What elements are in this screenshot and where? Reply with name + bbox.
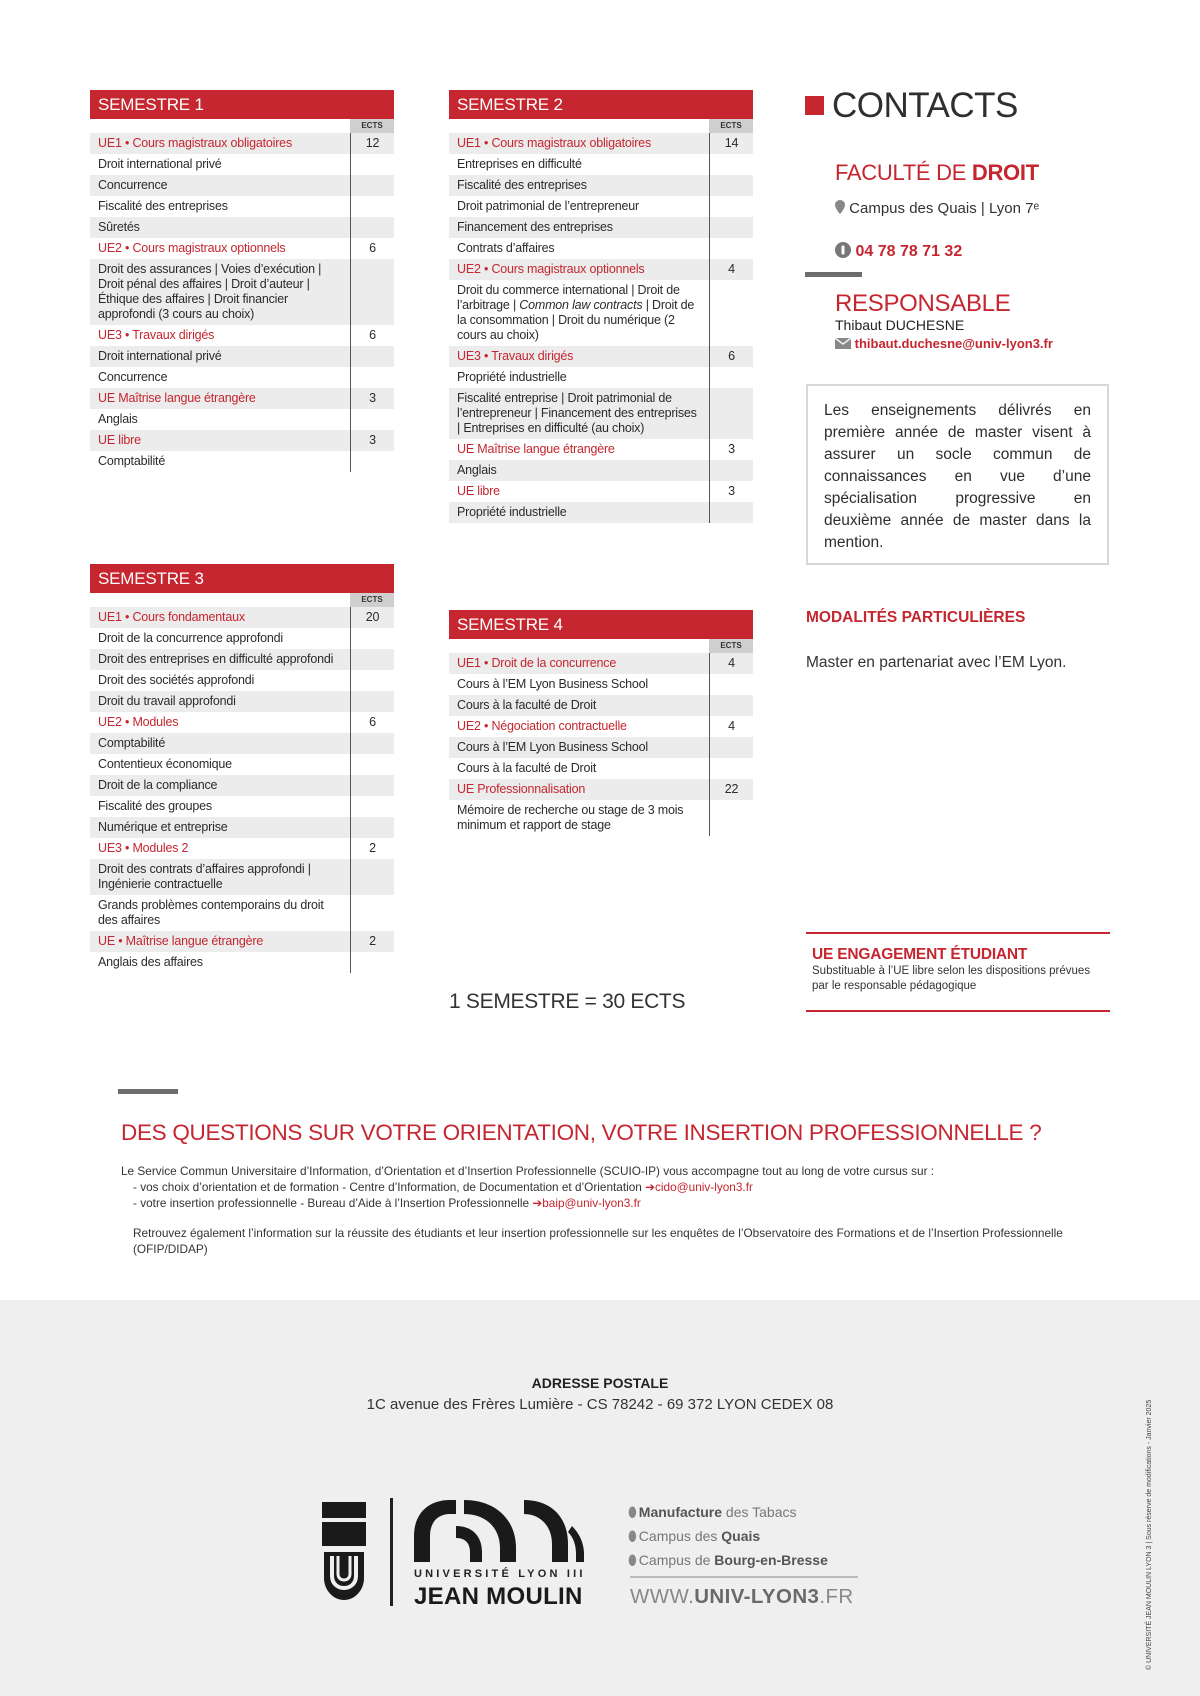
questions-intro: Le Service Commun Universitaire d’Information, d’Orientation et d’Insertion Professionnelle (SCUIO-IP) vous accompagne tout au long de votre cursus sur : xyxy=(121,1164,935,1178)
row-label: Droit patrimonial de l’entrepreneur xyxy=(457,199,639,213)
course-row xyxy=(90,628,394,649)
ects-column-header: ECTS xyxy=(709,119,753,133)
row-ects: 14 xyxy=(709,133,753,154)
row-label: Cours à la faculté de Droit xyxy=(457,761,597,775)
row-label: UE Maîtrise langue étrangère xyxy=(98,391,256,405)
course-row xyxy=(449,217,753,238)
row-ects xyxy=(350,217,394,238)
course-row xyxy=(449,154,753,175)
ue-row xyxy=(90,838,394,859)
row-ects: 22 xyxy=(709,779,753,800)
row-label: Numérique et entreprise xyxy=(98,820,228,834)
modalites-text: Master en partenariat avec l’EM Lyon. xyxy=(806,654,1067,671)
engagement-title: UE ENGAGEMENT ÉTUDIANT xyxy=(812,946,1028,963)
row-ects xyxy=(350,409,394,430)
campus-item: ⬮ Campus de Bourg-en-Bresse xyxy=(628,1552,828,1568)
ue-row xyxy=(90,238,394,259)
course-row xyxy=(90,196,394,217)
course-row xyxy=(90,154,394,175)
campus-item: ⬮ Manufacture des Tabacs xyxy=(628,1504,797,1520)
university-name: JEAN MOULIN xyxy=(414,1583,583,1610)
row-label: Contrats d’affaires xyxy=(457,241,555,255)
row-label: Fiscalité des groupes xyxy=(98,799,212,813)
row-ects: 12 xyxy=(350,133,394,154)
row-ects xyxy=(709,175,753,196)
list-item: - votre insertion professionnelle - Bureau d’Aide à l’Insertion Professionnelle ➔baip@univ-lyon3.fr xyxy=(133,1195,1101,1211)
course-row xyxy=(449,238,753,259)
row-ects xyxy=(709,367,753,388)
row-label: Droit des entreprises en difficulté approfondi xyxy=(98,652,334,666)
row-ects xyxy=(350,691,394,712)
row-ects xyxy=(350,649,394,670)
semester-1-table xyxy=(90,90,394,472)
row-label: UE2 • Négociation contractuelle xyxy=(457,719,627,733)
course-row xyxy=(90,259,394,325)
row-label: Financement des entreprises xyxy=(457,220,613,234)
arrow-icon: ➔ xyxy=(645,1180,656,1194)
course-row xyxy=(449,175,753,196)
ue-row xyxy=(90,931,394,952)
row-label: Fiscalité entreprise | Droit patrimonial de l’entrepreneur | Financement des entreprises | Entreprises en difficulté (au choix) xyxy=(457,391,697,435)
course-row xyxy=(90,691,394,712)
responsable-email[interactable]: thibaut.duchesne@univ-lyon3.fr xyxy=(835,336,1053,351)
course-row xyxy=(449,502,753,523)
semester-1-rows xyxy=(90,133,394,472)
course-row xyxy=(449,388,753,439)
row-label: Anglais xyxy=(457,463,497,477)
course-row xyxy=(90,775,394,796)
row-label: UE3 • Travaux dirigés xyxy=(457,349,574,363)
ue-row xyxy=(90,430,394,451)
row-ects xyxy=(350,175,394,196)
row-label: Droit de la concurrence approfondi xyxy=(98,631,283,645)
course-row xyxy=(90,754,394,775)
ects-total: 1 SEMESTRE = 30 ECTS xyxy=(449,990,686,1013)
row-ects xyxy=(709,674,753,695)
row-label: Anglais xyxy=(98,412,138,426)
semester-3-rows xyxy=(90,607,394,973)
row-ects xyxy=(709,502,753,523)
semester-4-title: SEMESTRE 4 xyxy=(449,610,753,639)
row-ects: 6 xyxy=(350,238,394,259)
questions-list xyxy=(121,1179,1101,1211)
location-pin-icon: ⬮ xyxy=(628,1528,637,1544)
ue-row xyxy=(449,346,753,367)
row-label: UE2 • Modules xyxy=(98,715,179,729)
course-row xyxy=(449,460,753,481)
semester-4-rows xyxy=(449,653,753,836)
row-label: Mémoire de recherche ou stage de 3 mois minimum et rapport de stage xyxy=(457,803,684,832)
row-ects: 6 xyxy=(350,325,394,346)
row-ects: 3 xyxy=(709,481,753,502)
ue-row xyxy=(449,259,753,280)
row-label: Droit international privé xyxy=(98,157,222,171)
row-label: Droit du commerce international | Droit de l’arbitrage | Common law contracts | Droit de la consommation | Droit du numérique (2 cours au choix) xyxy=(457,283,695,342)
address-title: ADRESSE POSTALE xyxy=(531,1375,669,1391)
course-row xyxy=(90,367,394,388)
semester-2-title: SEMESTRE 2 xyxy=(449,90,753,119)
ue-row xyxy=(449,481,753,502)
engagement-text: Substituable à l’UE libre selon les dispositions prévues par le responsable pédagogique xyxy=(812,965,1091,992)
row-label: Sûretés xyxy=(98,220,140,234)
campus-list xyxy=(628,1500,828,1572)
semester-3-title: SEMESTRE 3 xyxy=(90,564,394,593)
logo-divider xyxy=(390,1498,393,1606)
location-pin-icon: ⬮ xyxy=(628,1504,637,1520)
course-row xyxy=(90,217,394,238)
row-ects: 2 xyxy=(350,931,394,952)
row-label: Cours à l’EM Lyon Business School xyxy=(457,677,648,691)
row-label: Contentieux économique xyxy=(98,757,232,771)
questions-extra: Retrouvez également l’information sur la réussite des étudiants et leur insertion professionnelle sur les enquêtes de l’Observatoire des Formations et de l’Insertion Professionnelle (OFIP/DIDAP) xyxy=(133,1226,1063,1256)
ue-row xyxy=(449,716,753,737)
row-ects xyxy=(709,154,753,175)
row-ects xyxy=(350,859,394,895)
row-label: Droit des sociétés approfondi xyxy=(98,673,255,687)
semester-2-rows xyxy=(449,133,753,523)
row-ects xyxy=(709,737,753,758)
course-row xyxy=(449,367,753,388)
course-row xyxy=(449,695,753,716)
ects-column-header: ECTS xyxy=(350,593,394,607)
row-ects xyxy=(709,758,753,779)
row-ects xyxy=(709,238,753,259)
ue-row xyxy=(449,653,753,674)
row-ects xyxy=(709,460,753,481)
row-ects xyxy=(350,952,394,973)
course-row xyxy=(90,670,394,691)
location-pin-icon xyxy=(835,200,845,214)
row-label: Propriété industrielle xyxy=(457,370,567,384)
row-label: Cours à la faculté de Droit xyxy=(457,698,597,712)
row-label: UE2 • Cours magistraux optionnels xyxy=(98,241,286,255)
row-ects: 2 xyxy=(350,838,394,859)
modalites-heading: MODALITÉS PARTICULIÈRES xyxy=(806,609,1026,626)
row-ects: 4 xyxy=(709,259,753,280)
row-label: UE3 • Modules 2 xyxy=(98,841,189,855)
course-row xyxy=(449,674,753,695)
row-label: Droit des contrats d’affaires approfondi | Ingénierie contractuelle xyxy=(98,862,311,891)
baip-email-link[interactable]: baip@univ-lyon3.fr xyxy=(542,1196,641,1210)
row-label: UE libre xyxy=(98,433,141,447)
website-link[interactable]: WWW.UNIV-LYON3.FR xyxy=(630,1585,854,1608)
course-row xyxy=(90,733,394,754)
row-ects xyxy=(350,754,394,775)
row-ects: 6 xyxy=(350,712,394,733)
course-row xyxy=(90,175,394,196)
phone-icon xyxy=(835,242,851,258)
row-label: UE libre xyxy=(457,484,500,498)
semester-2-table xyxy=(449,90,753,523)
row-ects xyxy=(350,670,394,691)
ue-row xyxy=(449,133,753,154)
row-label: UE1 • Droit de la concurrence xyxy=(457,656,617,670)
row-ects xyxy=(350,154,394,175)
row-ects xyxy=(350,895,394,931)
ue-row xyxy=(90,712,394,733)
row-label: Comptabilité xyxy=(98,736,166,750)
university-label: UNIVERSITÉ LYON III xyxy=(414,1568,586,1580)
row-ects: 3 xyxy=(350,430,394,451)
copyright-vertical: © UNIVERSITÉ JEAN MOULIN LYON 3 | Sous réserve de modifications - Janvier 2025 xyxy=(1146,1399,1153,1670)
course-row xyxy=(90,451,394,472)
arrow-icon: ➔ xyxy=(532,1196,543,1210)
semester-1-title: SEMESTRE 1 xyxy=(90,90,394,119)
campus-item: ⬮ Campus des Quais xyxy=(628,1528,761,1544)
row-ects: 3 xyxy=(709,439,753,460)
row-label: Comptabilité xyxy=(98,454,166,468)
row-ects: 4 xyxy=(709,716,753,737)
semester-4-table xyxy=(449,610,753,836)
row-ects xyxy=(350,628,394,649)
row-ects xyxy=(350,451,394,472)
location-pin-icon: ⬮ xyxy=(628,1552,637,1568)
ue-row xyxy=(90,388,394,409)
faculty-name: FACULTÉ DE DROIT xyxy=(835,160,1039,185)
row-ects xyxy=(350,796,394,817)
row-label: Propriété industrielle xyxy=(457,505,567,519)
row-label: Concurrence xyxy=(98,370,168,384)
list-item: - vos choix d’orientation et de formation - Centre d’Information, de Documentation et d’Orientation ➔cido@univ-lyon3.fr xyxy=(133,1179,1101,1195)
ue-row xyxy=(449,439,753,460)
campus-location: Campus des Quais | Lyon 7ᵉ xyxy=(835,200,1039,217)
square-icon xyxy=(805,96,824,115)
row-ects xyxy=(709,800,753,836)
contacts-heading: CONTACTS xyxy=(805,86,1018,126)
course-row xyxy=(90,859,394,895)
row-label: Concurrence xyxy=(98,178,168,192)
course-row xyxy=(449,737,753,758)
row-label: Entreprises en difficulté xyxy=(457,157,582,171)
row-label: Anglais des affaires xyxy=(98,955,203,969)
row-label: UE1 • Cours magistraux obligatoires xyxy=(457,136,651,150)
divider xyxy=(118,1089,178,1094)
divider xyxy=(630,1576,858,1578)
ue-row xyxy=(90,607,394,628)
course-row xyxy=(90,649,394,670)
row-label: UE1 • Cours magistraux obligatoires xyxy=(98,136,292,150)
row-label: UE3 • Travaux dirigés xyxy=(98,328,215,342)
ue-row xyxy=(449,779,753,800)
row-ects xyxy=(350,367,394,388)
row-label: Droit international privé xyxy=(98,349,222,363)
questions-heading: DES QUESTIONS SUR VOTRE ORIENTATION, VOTRE INSERTION PROFESSIONNELLE ? xyxy=(121,1120,1042,1145)
course-row xyxy=(90,409,394,430)
row-label: Fiscalité des entreprises xyxy=(98,199,228,213)
course-row xyxy=(449,196,753,217)
row-ects xyxy=(350,196,394,217)
row-ects xyxy=(350,733,394,754)
row-label: Droit des assurances | Voies d’exécution | Droit pénal des affaires | Droit d’auteur | Éthique des affaires | Droit financier approfondi (3 cours au choix) xyxy=(98,262,322,321)
course-row xyxy=(449,800,753,836)
row-ects xyxy=(350,346,394,367)
row-ects: 6 xyxy=(709,346,753,367)
row-label: UE2 • Cours magistraux optionnels xyxy=(457,262,645,276)
ue-row xyxy=(90,325,394,346)
row-label: UE1 • Cours fondamentaux xyxy=(98,610,245,624)
row-label: UE Professionnalisation xyxy=(457,782,586,796)
row-label: Droit de la compliance xyxy=(98,778,218,792)
footer xyxy=(0,1300,1200,1696)
row-ects xyxy=(709,280,753,346)
mail-icon xyxy=(835,338,851,349)
phone-number[interactable]: 04 78 78 71 32 xyxy=(835,242,962,261)
row-ects xyxy=(709,388,753,439)
course-row xyxy=(90,346,394,367)
ue-row xyxy=(90,133,394,154)
course-row xyxy=(449,280,753,346)
address-value: 1C avenue des Frères Lumière - CS 78242 - 69 372 LYON CEDEX 08 xyxy=(366,1396,834,1413)
row-label: Cours à l’EM Lyon Business School xyxy=(457,740,648,754)
semester-3-table xyxy=(90,564,394,973)
divider xyxy=(805,272,862,277)
info-box: Les enseignements délivrés en première année de master visent à assurer un socle commun de connaissances en vue d’une spécialisation progressive en deuxième année de master dans la mention. xyxy=(806,384,1109,565)
university-crest-logo xyxy=(318,1500,370,1604)
row-label: UE • Maîtrise langue étrangère xyxy=(98,934,264,948)
course-row xyxy=(90,796,394,817)
cido-email-link[interactable]: cido@univ-lyon3.fr xyxy=(655,1180,753,1194)
row-ects xyxy=(709,217,753,238)
row-ects xyxy=(709,695,753,716)
row-ects: 4 xyxy=(709,653,753,674)
questions-body xyxy=(121,1163,1101,1257)
row-label: Fiscalité des entreprises xyxy=(457,178,587,192)
course-row xyxy=(90,952,394,973)
course-row xyxy=(90,895,394,931)
row-label: Grands problèmes contemporains du droit des affaires xyxy=(98,898,324,927)
row-ects xyxy=(350,259,394,325)
row-label: UE Maîtrise langue étrangère xyxy=(457,442,615,456)
row-label: Droit du travail approfondi xyxy=(98,694,236,708)
ects-column-header: ECTS xyxy=(350,119,394,133)
responsable-name: Thibaut DUCHESNE xyxy=(835,317,965,333)
course-row xyxy=(90,817,394,838)
row-ects: 20 xyxy=(350,607,394,628)
engagement-box xyxy=(806,932,1110,1012)
row-ects: 3 xyxy=(350,388,394,409)
course-row xyxy=(449,758,753,779)
row-ects xyxy=(350,775,394,796)
responsable-heading: RESPONSABLE xyxy=(835,290,1011,317)
ects-column-header: ECTS xyxy=(709,639,753,653)
row-ects xyxy=(350,817,394,838)
row-ects xyxy=(709,196,753,217)
